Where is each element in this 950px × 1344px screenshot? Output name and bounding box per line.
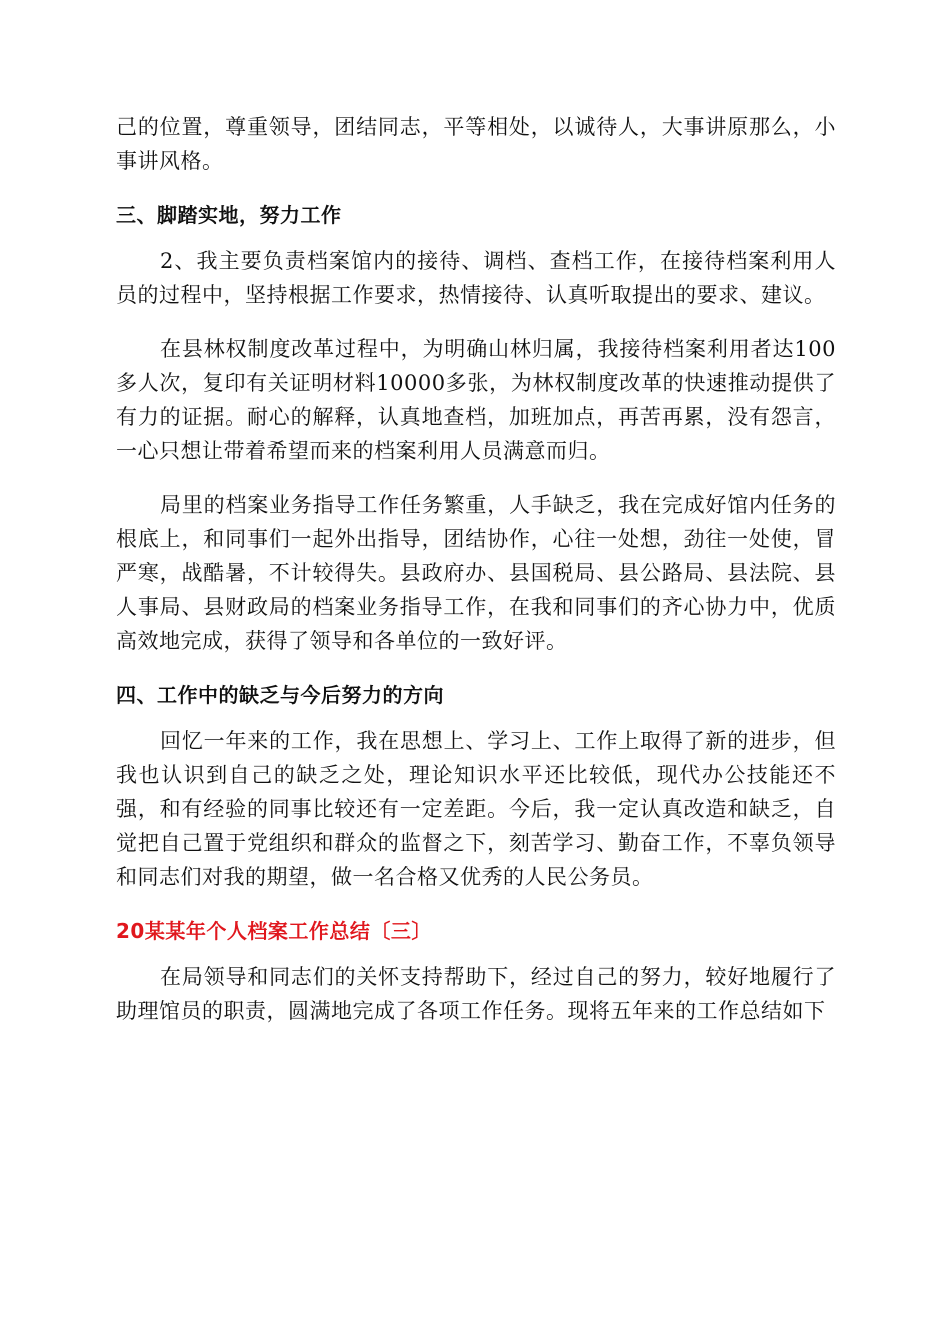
- paragraph-forest-reform: 在县林权制度改革过程中，为明确山林归属，我接待档案利用者达100多人次，复印有关证明材料10000多张，为林权制度改革的快速推动提供了有力的证据。耐心的解释，认真地查档，加班加点，再苦再累，没有怨言，一心只想让带着希望而来的档案利用人员满意而归。: [116, 337, 836, 463]
- paragraph-summary-intro: 在局领导和同志们的关怀支持帮助下，经过自己的努力，较好地履行了助理馆员的职责，圆满地完成了各项工作任务。现将五年来的工作总结如下: [116, 965, 836, 1023]
- document-page: [116, 110, 836, 1028]
- paragraph-reflection: 回忆一年来的工作，我在思想上、学习上、工作上取得了新的进步，但我也认识到自己的缺乏之处，理论知识水平还比较低，现代办公技能还不强，和有经验的同事比较还有一定差距。今后，我一定认真改造和缺乏，自觉把自己置于党组织和群众的监督之下，刻苦学习、勤奋工作，不辜负领导和同志们对我的期望，做一名合格又优秀的人民公务员。: [116, 729, 836, 889]
- section-heading-three: 三、脚踏实地，努力工作: [116, 203, 342, 227]
- paragraph-continued: 己的位置，尊重领导，团结同志，平等相处，以诚待人，大事讲原那么，小事讲风格。: [116, 115, 836, 173]
- summary-section-title: 20某某年个人档案工作总结〔三〕: [116, 919, 432, 943]
- paragraph-reception-duties: 2、我主要负责档案馆内的接待、调档、查档工作，在接待档案利用人员的过程中，坚持根据工作要求，热情接待、认真听取提出的要求、建议。: [116, 249, 836, 307]
- section-heading-four: 四、工作中的缺乏与今后努力的方向: [116, 683, 444, 707]
- paragraph-business-guidance: 局里的档案业务指导工作任务繁重，人手缺乏，我在完成好馆内任务的根底上，和同事们一起外出指导，团结协作，心往一处想，劲往一处使，冒严寒，战酷暑，不计较得失。县政府办、县国税局、县公路局、县法院、县人事局、县财政局的档案业务指导工作，在我和同事们的齐心协力中，优质高效地完成，获得了领导和各单位的一致好评。: [116, 493, 836, 653]
